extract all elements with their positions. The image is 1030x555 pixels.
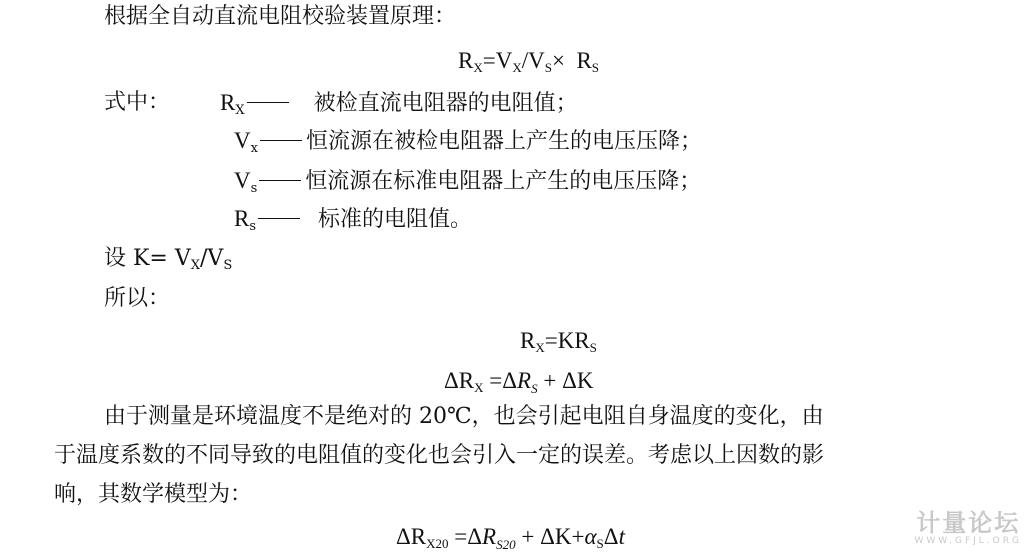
dash [258, 218, 300, 219]
formula-k: RX=KRS [520, 328, 597, 355]
dash [260, 140, 302, 141]
paragraph-line-1: 由于测量是环境温度不是绝对的 20℃，也会引起电阻自身温度的变化，由 [104, 404, 824, 429]
paragraph-line-3: 响，其数学模型为： [54, 482, 253, 507]
let-line: 设 K= VX/VS [104, 246, 233, 273]
formula-final: $\Delta RX20 =\Delta R_{S20} + \Delta K+\alpha S\Delta t$ [396, 524, 625, 552]
defs-label: 式中： [104, 90, 171, 115]
def-rx: RX 被检直流电阻器的电阻值； [220, 90, 578, 118]
dash [247, 102, 289, 103]
def-vx: Vx 恒流源在被检电阻器上产生的电压压降； [234, 128, 702, 156]
intro-line: 根据全自动直流电阻校验装置原理： [104, 4, 457, 29]
formula-delta: $\Delta RX =\Delta R_S + \Delta K$ [444, 368, 594, 396]
def-vs: Vs 恒流源在标准电阻器上产生的电压压降； [234, 168, 702, 196]
watermark-logo [914, 510, 1022, 546]
paragraph-line-2: 于温度系数的不同导致的电阻值的变化也会引入一定的误差。考虑以上因数的影 [54, 443, 825, 468]
dash [259, 180, 301, 181]
watermark-text: 计量论坛 [916, 509, 1021, 537]
watermark-url: WWW.GFJL.ORG [914, 536, 1022, 546]
formula-main: RX=VX/VS× RS [458, 48, 600, 75]
def-rs: Rs 标准的电阻值。 [234, 206, 473, 234]
so-label: 所以： [104, 286, 171, 311]
